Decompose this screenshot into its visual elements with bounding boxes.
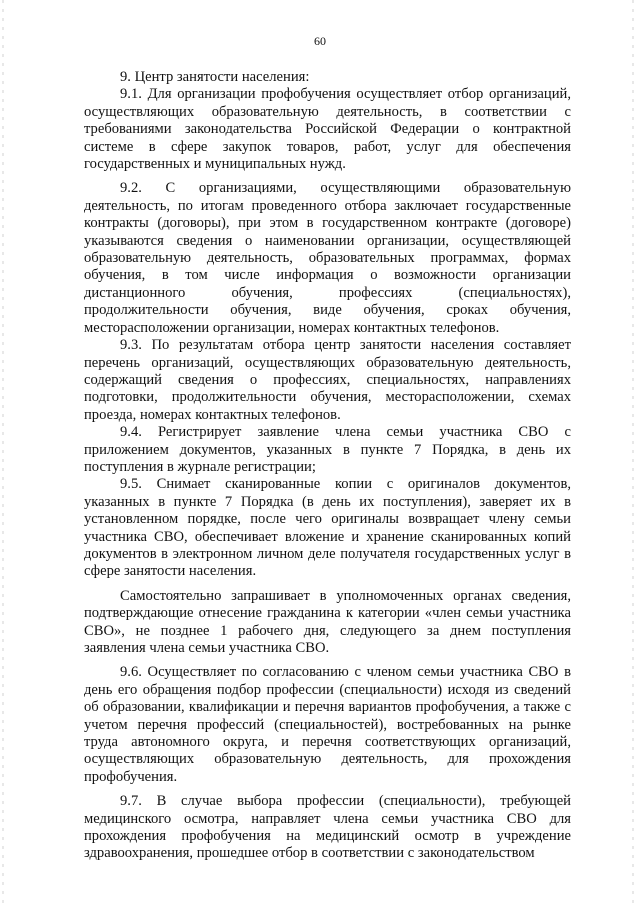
page-number: 60 — [314, 34, 326, 48]
paragraph-9-7: 9.7. В случае выбора профессии (специальности), требующей медицинского осмотра, направляет члена семьи участника СВО для прохождения профобучения на медицинский осмотр в учреждение здравоохранения, прошедшее отбор в соответствии с законодательством — [84, 793, 571, 862]
document-body — [84, 69, 571, 863]
section-heading: 9. Центр занятости населения: — [120, 69, 310, 85]
scan-edge-left — [2, 0, 4, 905]
paragraph-9-3: 9.3. По результатам отбора центр занятости населения составляет перечень организаций, осуществляющих образовательную деятельность, содержащий сведения о профессиях, специальностях, направлениях подготовки, продолжительности обучения, месторасположении, схемах проезда, номерах контактных телефонов. — [84, 337, 571, 423]
paragraph-9-5: 9.5. Снимает сканированные копии с оригиналов документов, указанных в пункте 7 Порядка (в день их поступления), заверяет их в установленном порядке, после чего оригиналы возвращает члену семьи участника СВО, обеспечивает вложение и хранение сканированных копий документов в электронном личном деле получателя государственных услуг в сфере занятости населения. — [84, 476, 571, 580]
paragraph-9-1: 9.1. Для организации профобучения осуществляет отбор организаций, осуществляющих образовательную деятельность, в соответствии с требованиями законодательства Российской Федерации о контрактной системе в сфере закупок товаров, работ, услуг для обеспечения государственных и муниципальных нужд. — [84, 86, 571, 173]
paragraph-9-6: 9.6. Осуществляет по согласованию с членом семьи участника СВО в день его обращения подбор профессии (специальности) исходя из сведений об образовании, квалификации и перечня вариантов профобучения, а также с учетом перечня профессий (специальностей), востребованных на рынке труда автономного округа, и перечня соответствующих организаций, осуществляющих образовательную деятельность, для прохождения профобучения. — [84, 664, 571, 785]
scan-edge-right — [632, 0, 634, 905]
paragraph-9-4: 9.4. Регистрирует заявление члена семьи участника СВО с приложением документов, указанных в пункте 7 Порядка, в день их поступления в журнале регистрации; — [84, 424, 571, 475]
paragraph-request-info: Самостоятельно запрашивает в уполномоченных органах сведения, подтверждающие отнесение гражданина к категории «член семьи участника СВО», не позднее 1 рабочего дня, следующего за днем поступления заявления члена семьи участника СВО. — [84, 587, 571, 656]
paragraph-9-2: 9.2. С организациями, осуществляющими образовательную деятельность, по итогам проведенного отбора заключает государственные контракты (договоры), при этом в государственном контракте (договоре) указываются сведения о наименовании организации, осуществляющей образовательную деятельность, образовательных программах, формах обучения, в том числе информация о возможности организации дистанционного обучения, профессиях (специальностях), продолжительности обучения, виде обучения, сроках обучения, месторасположении организации, номерах контактных телефонов. — [84, 180, 571, 336]
